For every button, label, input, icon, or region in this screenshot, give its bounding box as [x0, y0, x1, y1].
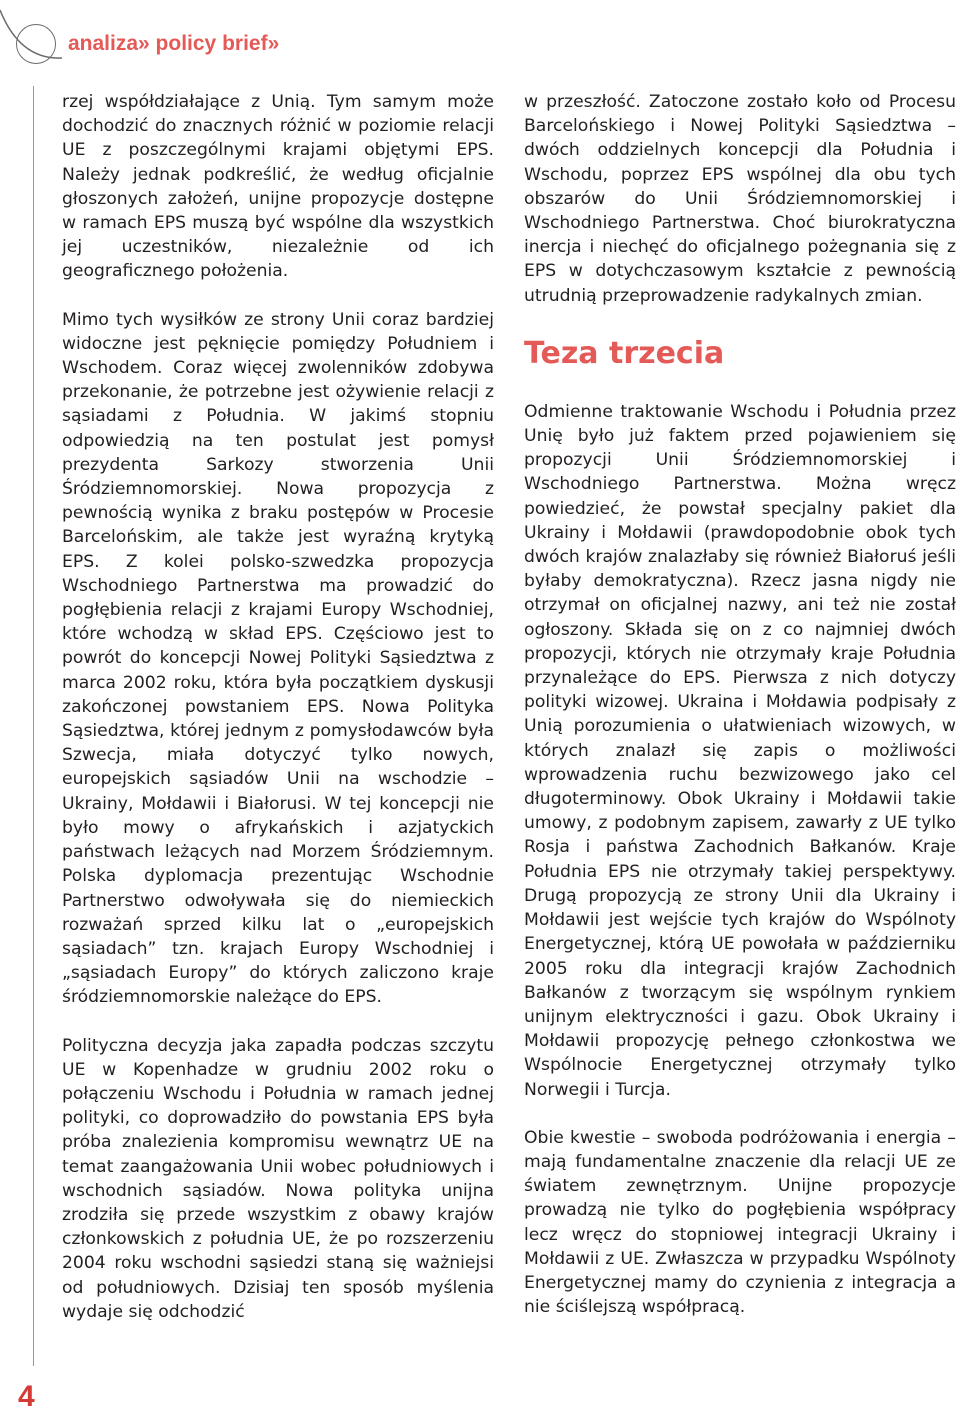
paragraph: w przeszłość. Zatoczone zostało koło od Procesu Barcelońskiego i Nowej Polityki Sąsiedztwa – dwóch oddzielnych koncepcji dla Południa i Wschodu, poprzez EPS wspólnej dla obu tych obszarów do Unii Śródziemnomorskiej i Wschodniego Partnerstwa. Choć biurokratyczna inercja i niechęć do oficjalnego pożegnania się z EPS w dotychczasowym kształcie z pewnością utrudnią przeprowadzenie radykalnych zmian.	[524, 92, 956, 306]
paragraph: Obie kwestie – swoboda podróżowania i energia – mają fundamentalne znaczenie dla relacji UE ze światem zewnętrznym. Unijne propozycje prowadzą nie tylko do pogłębienia współpracy lecz wręcz do stopniowej integracji Ukrainy i Mołdawii z UE. Zwłaszcza w przypadku Wspólnoty Energetycznej mamy do czynienia z integracja a nie ściślejszą współpracą.	[524, 1127, 956, 1318]
header-circle-icon	[16, 24, 56, 64]
section-heading: Teza trzecia	[524, 335, 725, 371]
paragraph: Mimo tych wysiłków ze strony Unii coraz bardziej widoczne jest pęknięcie pomiędzy Południem i Wschodem. Coraz więcej zwolenników zdobywa przekonanie, że potrzebne jest ożywienie relacji z sąsiadami z Południa. W jakimś stopniu odpowiedzią na ten postulat jest pomysł prezydenta Sarkozy stworzenia Unii Śródziemnomorskiej. Nowa propozycja z pewnością wynika z braku postępów w Procesie Barcelońskim, ale także jest wyraźną krytyką EPS. Z kolei polsko-szwedzka propozycja Wschodniego Partnerstwa ma prowadzić do pogłębienia relacji z krajami Europy Wschodniej, które wchodzą w skład EPS. Częściowo jest to powrót do koncepcji Nowej Polityki Sąsiedztwa z marca 2002 roku, która była początkiem dyskusji zakończonej powstaniem EPS. Nowa Polityka Sąsiedztwa, której jednym z pomysłodawców była Szwecja, miała dotyczyć tylko nowych, europejskich sąsiadów Unii na wschodzie – Ukrainy, Mołdawii i Białorusi. W tej koncepcji nie było mowy o afrykańskich i azjatyckich państwach leżących nad Morzem Śródziemnym. Polska dyplomacja prezentując Wschodnie Partnerstwo odwoływała się do niemieckich rozważań sprzed kilku lat o „europejskich sąsiadach” tzn. krajach Europy Wschodniej i „sąsiadach Europy” do których zaliczono kraje śródziemnomorskie należące do EPS.	[62, 309, 494, 1008]
right-column	[524, 90, 956, 1319]
publication-brand: analiza» policy brief»	[68, 32, 280, 55]
page-number: 4	[18, 1380, 35, 1413]
paragraph: rzej współdziałające z Unią. Tym samym może dochodzić do znacznych różnić w poziomie relacji UE z poszczególnymi krajami objętymi EPS. Należy jednak podkreślić, że według oficjalnie głoszonych założeń, unijne propozycje dostępne w ramach EPS muszą być wspólne dla wszystkich jej uczestników, niezależnie od ich geograficznego położenia.	[62, 92, 494, 282]
paragraph: Odmienne traktowanie Wschodu i Południa przez Unię było już faktem przed pojawieniem się propozycji Unii Śródziemnomorskiej i Wschodniego Partnerstwa. Można wręcz powiedzieć, że powstał specjalny pakiet dla Ukrainy i Mołdawii (prawdopodobnie obok tych dwóch krajów znalazłaby się również Białoruś jeśli byłaby demokratyczna). Rzecz jasna nigdy nie otrzymał on oficjalnej nazwy, ani też nie został ogłoszony. Składa się on z co najmniej dwóch propozycji, których nie otrzymały kraje Południa przynależące do EPS. Pierwsza z nich dotyczy polityki wizowej. Ukraina i Mołdawia podpisały z Unią porozumienia o ułatwieniach wizowych, w których znalazł się zapis o możliwości wprowadzenia ruchu bezwizowego jako cel długoterminowy. Obok Ukrainy i Mołdawii takie umowy, z podobnym zapisem, zawarły z UE tylko Rosja i państwa Zachodnich Bałkanów. Kraje Południa EPS nie otrzymały takiej perspektywy. Drugą propozycją ze strony Unii dla Ukrainy i Mołdawii jest wejście tych krajów do Wspólnoty Energetycznej, którą UE powołała w październiku 2005 roku dla integracji krajów Zachodnich Bałkanów z tworzącym się wspólnym rynkiem unijnym elektryczności i gazu. Obok Ukrainy i Mołdawii propozycję pełnego członkostwa we Wspólnocie Energetycznej otrzymały tylko Norwegii i Turcja.	[524, 401, 956, 1100]
left-column	[62, 90, 494, 1324]
paragraph: Polityczna decyzja jaka zapadła podczas szczytu UE w Kopenhadze w grudniu 2002 roku o połączeniu Wschodu i Południa w ramach jednej polityki, co doprowadziło do powstania EPS była próba znalezienia kompromisu wewnątrz UE na temat zaangażowania Unii wobec południowych i wschodnich sąsiadów. Nowa polityka unijna zrodziła się przede wszystkim z obawy krajów członkowskich z południa UE, że po rozszerzeniu 2004 roku wschodni sąsiedzi staną się ważniejsi od południowych. Dzisiaj ten sposób myślenia wydaje się odchodzić	[62, 1035, 494, 1322]
margin-rule	[33, 86, 34, 1366]
